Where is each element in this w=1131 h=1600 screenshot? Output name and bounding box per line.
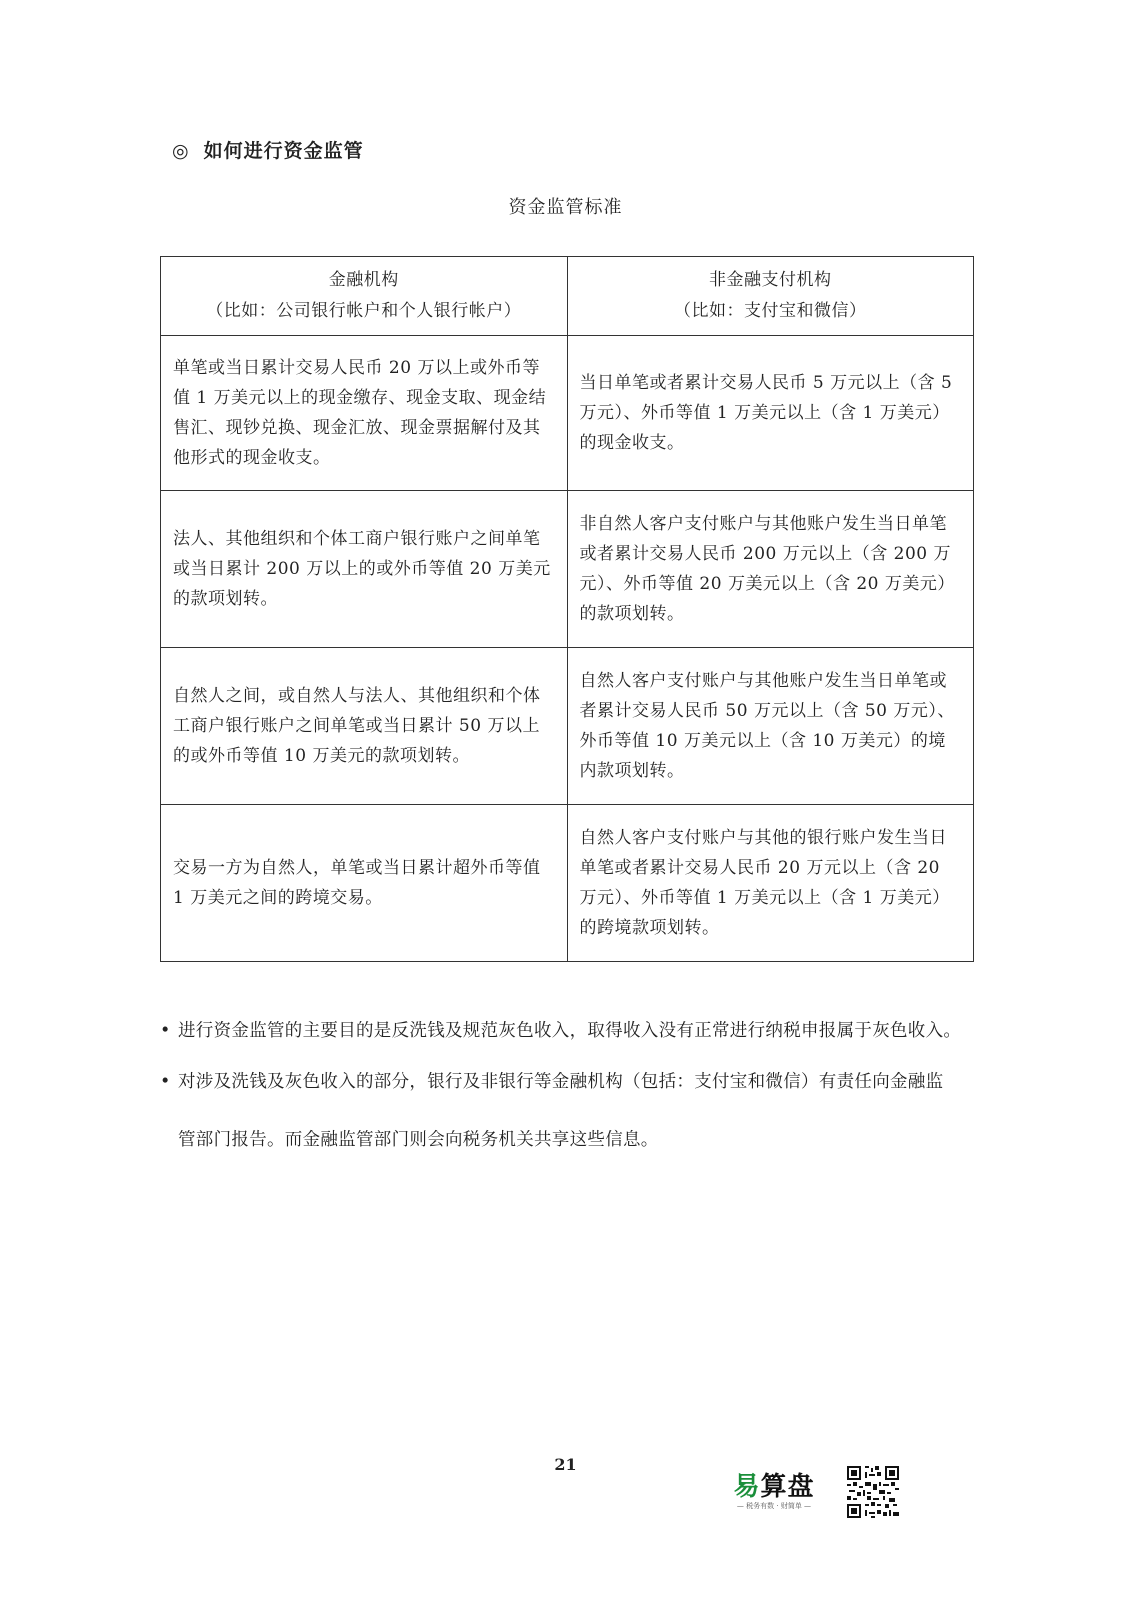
table-header-row: [161, 257, 974, 336]
qr-code-icon: [847, 1466, 899, 1518]
table-cell: 自然人客户支付账户与其他账户发生当日单笔或者累计交易人民币 50 万元以上（含 50 万元）、外币等值 10 万美元以上（含 10 万美元）的境内款项划转。: [567, 648, 974, 805]
logo-slogan: — 税务有数 · 财简单 —: [736, 1502, 812, 1510]
header-subtitle: （比如：公司银行帐户和个人银行帐户）: [206, 301, 522, 321]
table-caption: 资金监管标准: [508, 197, 623, 218]
table-cell: 交易一方为自然人，单笔或当日累计超外币等值 1 万美元之间的跨境交易。: [161, 805, 568, 962]
table-cell: 当日单笔或者累计交易人民币 5 万元以上（含 5 万元）、外币等值 1 万美元以上（含 1 万美元）的现金收支。: [567, 336, 974, 491]
table-cell: 自然人客户支付账户与其他的银行账户发生当日单笔或者累计交易人民币 20 万元以上（含 20 万元）、外币等值 1 万美元以上（含 1 万美元）的跨境款项划转。: [567, 805, 974, 962]
table-cell: 自然人之间，或自然人与法人、其他组织和个体工商户银行账户之间单笔或当日累计 50 万以上的或外币等值 10 万美元的款项划转。: [161, 648, 568, 805]
table-cell: 非自然人客户支付账户与其他账户发生当日单笔或者累计交易人民币 200 万元以上（含 200 万元）、外币等值 20 万美元以上（含 20 万美元）的款项划转。: [567, 491, 974, 648]
bullet-text: 对涉及洗钱及灰色收入的部分，银行及非银行等金融机构（包括：支付宝和微信）有责任向金融监: [178, 1072, 944, 1092]
header-non-financial-payment: [567, 257, 974, 336]
table-row: [161, 805, 974, 962]
page-number: 21: [554, 1455, 577, 1474]
bullet-text-continuation: 管部门报告。而金融监管部门则会向税务机关共享这些信息。: [178, 1130, 659, 1150]
section-heading-text: 如何进行资金监管: [203, 140, 364, 162]
fund-supervision-table: [160, 256, 974, 962]
header-title: 金融机构: [328, 270, 399, 290]
bullet-item: [160, 1002, 1000, 1060]
logo-wordmark: 易算盘: [733, 1472, 815, 1502]
header-financial-institution: [161, 257, 568, 336]
header-title: 非金融支付机构: [709, 270, 832, 290]
table-row: [161, 336, 974, 491]
table-cell: 单笔或当日累计交易人民币 20 万以上或外币等值 1 万美元以上的现金缴存、现金支取、现金结售汇、现钞兑换、现金汇放、现金票据解付及其他形式的现金收支。: [161, 336, 568, 491]
table-row: [161, 648, 974, 805]
double-circle-icon: ◎: [172, 140, 190, 162]
table-row: [161, 491, 974, 648]
section-heading: [172, 136, 364, 163]
brand-logo: [727, 1466, 821, 1511]
header-subtitle: （比如：支付宝和微信）: [674, 301, 867, 321]
table-cell: 法人、其他组织和个体工商户银行账户之间单笔或当日累计 200 万以上的或外币等值 20 万美元的款项划转。: [161, 491, 568, 648]
bullet-item: [160, 1053, 1000, 1169]
bullet-dot-icon: •: [160, 1021, 171, 1041]
bullet-dot-icon: •: [160, 1072, 171, 1092]
bullet-text: 进行资金监管的主要目的是反洗钱及规范灰色收入，取得收入没有正常进行纳税申报属于灰色收入。: [178, 1021, 962, 1041]
